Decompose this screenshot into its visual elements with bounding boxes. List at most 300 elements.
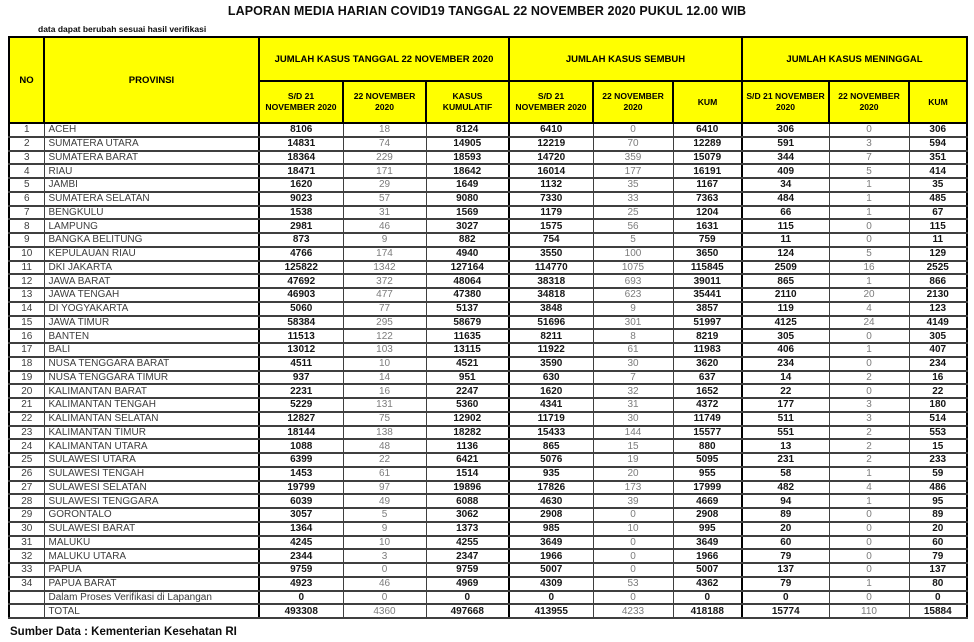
value-cell: 137 bbox=[909, 563, 967, 577]
table-body bbox=[9, 123, 967, 618]
value-cell: 995 bbox=[673, 522, 742, 536]
value-cell: 3848 bbox=[509, 302, 593, 316]
province-name: BALI bbox=[44, 343, 259, 357]
row-number: 20 bbox=[9, 384, 44, 398]
table-row bbox=[9, 178, 967, 192]
value-cell: 2110 bbox=[742, 288, 829, 302]
province-name: SULAWESI SELATAN bbox=[44, 481, 259, 495]
table-row bbox=[9, 274, 967, 288]
row-number: 18 bbox=[9, 357, 44, 371]
value-cell: 115 bbox=[909, 219, 967, 233]
row-number bbox=[9, 604, 44, 618]
row-number: 14 bbox=[9, 302, 44, 316]
value-cell: 57 bbox=[343, 192, 426, 206]
value-cell: 0 bbox=[829, 233, 909, 247]
value-cell: 1620 bbox=[509, 384, 593, 398]
value-cell: 144 bbox=[593, 426, 673, 440]
value-cell: 15433 bbox=[509, 426, 593, 440]
province-name: JAMBI bbox=[44, 178, 259, 192]
value-cell: 131 bbox=[343, 398, 426, 412]
value-cell: 5229 bbox=[259, 398, 343, 412]
value-cell: 7363 bbox=[673, 192, 742, 206]
value-cell: 305 bbox=[742, 329, 829, 343]
value-cell: 4362 bbox=[673, 577, 742, 591]
value-cell: 12289 bbox=[673, 137, 742, 151]
value-cell: 46903 bbox=[259, 288, 343, 302]
value-cell: 13 bbox=[742, 439, 829, 453]
value-cell: 4511 bbox=[259, 357, 343, 371]
value-cell: 8124 bbox=[426, 123, 509, 137]
value-cell: 95 bbox=[909, 494, 967, 508]
value-cell: 0 bbox=[742, 591, 829, 605]
value-cell: 955 bbox=[673, 467, 742, 481]
verification-disclaimer: data dapat berubah sesuai hasil verifikasi bbox=[38, 24, 207, 34]
value-cell: 359 bbox=[593, 151, 673, 165]
value-cell: 7330 bbox=[509, 192, 593, 206]
value-cell: 1179 bbox=[509, 206, 593, 220]
value-cell: 174 bbox=[343, 247, 426, 261]
table-row bbox=[9, 288, 967, 302]
value-cell: 2 bbox=[829, 453, 909, 467]
value-cell: 1538 bbox=[259, 206, 343, 220]
province-name: Dalam Proses Verifikasi di Lapangan bbox=[44, 591, 259, 605]
row-number: 19 bbox=[9, 371, 44, 385]
value-cell: 306 bbox=[742, 123, 829, 137]
table-row bbox=[9, 508, 967, 522]
value-cell: 16191 bbox=[673, 164, 742, 178]
value-cell: 0 bbox=[829, 219, 909, 233]
value-cell: 4940 bbox=[426, 247, 509, 261]
value-cell: 229 bbox=[343, 151, 426, 165]
value-cell: 22 bbox=[742, 384, 829, 398]
value-cell: 59 bbox=[909, 467, 967, 481]
value-cell: 482 bbox=[742, 481, 829, 495]
row-number: 27 bbox=[9, 481, 44, 495]
value-cell: 4 bbox=[829, 481, 909, 495]
value-cell: 5007 bbox=[509, 563, 593, 577]
value-cell: 4766 bbox=[259, 247, 343, 261]
value-cell: 344 bbox=[742, 151, 829, 165]
value-cell: 231 bbox=[742, 453, 829, 467]
value-cell: 0 bbox=[593, 536, 673, 550]
value-cell: 100 bbox=[593, 247, 673, 261]
value-cell: 6088 bbox=[426, 494, 509, 508]
value-cell: 11719 bbox=[509, 412, 593, 426]
row-number: 28 bbox=[9, 494, 44, 508]
covid-report-table bbox=[8, 36, 968, 619]
value-cell: 16014 bbox=[509, 164, 593, 178]
province-name: NUSA TENGGARA TIMUR bbox=[44, 371, 259, 385]
value-cell: 11 bbox=[909, 233, 967, 247]
value-cell: 3590 bbox=[509, 357, 593, 371]
value-cell: 18642 bbox=[426, 164, 509, 178]
province-name: PAPUA bbox=[44, 563, 259, 577]
value-cell: 13012 bbox=[259, 343, 343, 357]
value-cell: 1966 bbox=[509, 549, 593, 563]
value-cell: 0 bbox=[829, 508, 909, 522]
value-cell: 123 bbox=[909, 302, 967, 316]
province-name: KALIMANTAN TIMUR bbox=[44, 426, 259, 440]
value-cell: 18282 bbox=[426, 426, 509, 440]
value-cell: 1514 bbox=[426, 467, 509, 481]
value-cell: 11635 bbox=[426, 329, 509, 343]
value-cell: 18 bbox=[343, 123, 426, 137]
value-cell: 25 bbox=[593, 206, 673, 220]
value-cell: 935 bbox=[509, 467, 593, 481]
province-name: KALIMANTAN UTARA bbox=[44, 439, 259, 453]
value-cell: 4360 bbox=[343, 604, 426, 618]
value-cell: 9 bbox=[343, 522, 426, 536]
row-number: 32 bbox=[9, 549, 44, 563]
value-cell: 47380 bbox=[426, 288, 509, 302]
table-row bbox=[9, 522, 967, 536]
value-cell: 124 bbox=[742, 247, 829, 261]
value-cell: 4669 bbox=[673, 494, 742, 508]
value-cell: 1631 bbox=[673, 219, 742, 233]
value-cell: 138 bbox=[343, 426, 426, 440]
value-cell: 414 bbox=[909, 164, 967, 178]
value-cell: 14905 bbox=[426, 137, 509, 151]
value-cell: 3649 bbox=[509, 536, 593, 550]
value-cell: 79 bbox=[909, 549, 967, 563]
value-cell: 60 bbox=[742, 536, 829, 550]
value-cell: 77 bbox=[343, 302, 426, 316]
value-cell: 1167 bbox=[673, 178, 742, 192]
table-row bbox=[9, 192, 967, 206]
value-cell: 10 bbox=[593, 522, 673, 536]
value-cell: 5 bbox=[593, 233, 673, 247]
value-cell: 11 bbox=[742, 233, 829, 247]
province-name: KALIMANTAN SELATAN bbox=[44, 412, 259, 426]
value-cell: 80 bbox=[909, 577, 967, 591]
value-cell: 8106 bbox=[259, 123, 343, 137]
value-cell: 372 bbox=[343, 274, 426, 288]
table-row bbox=[9, 439, 967, 453]
table-row bbox=[9, 563, 967, 577]
value-cell: 5076 bbox=[509, 453, 593, 467]
col-header-no: NO bbox=[9, 37, 44, 123]
value-cell: 551 bbox=[742, 426, 829, 440]
value-cell: 2 bbox=[829, 439, 909, 453]
value-cell: 14 bbox=[343, 371, 426, 385]
row-number: 11 bbox=[9, 261, 44, 275]
table-row bbox=[9, 591, 967, 605]
sub-header-meninggal-kum: KUM bbox=[909, 81, 967, 123]
value-cell: 14 bbox=[742, 371, 829, 385]
value-cell: 1 bbox=[829, 192, 909, 206]
value-cell: 1364 bbox=[259, 522, 343, 536]
value-cell: 75 bbox=[343, 412, 426, 426]
value-cell: 114770 bbox=[509, 261, 593, 275]
value-cell: 0 bbox=[909, 591, 967, 605]
value-cell: 4923 bbox=[259, 577, 343, 591]
table-row bbox=[9, 329, 967, 343]
value-cell: 13115 bbox=[426, 343, 509, 357]
row-number: 5 bbox=[9, 178, 44, 192]
value-cell: 1204 bbox=[673, 206, 742, 220]
province-name: SULAWESI BARAT bbox=[44, 522, 259, 536]
value-cell: 951 bbox=[426, 371, 509, 385]
value-cell: 46 bbox=[343, 219, 426, 233]
value-cell: 1 bbox=[829, 467, 909, 481]
value-cell: 693 bbox=[593, 274, 673, 288]
value-cell: 0 bbox=[593, 508, 673, 522]
value-cell: 0 bbox=[593, 123, 673, 137]
value-cell: 1569 bbox=[426, 206, 509, 220]
province-name: JAWA BARAT bbox=[44, 274, 259, 288]
table-row bbox=[9, 219, 967, 233]
value-cell: 22 bbox=[343, 453, 426, 467]
value-cell: 2347 bbox=[426, 549, 509, 563]
value-cell: 18471 bbox=[259, 164, 343, 178]
value-cell: 2 bbox=[829, 371, 909, 385]
value-cell: 3650 bbox=[673, 247, 742, 261]
value-cell: 10 bbox=[343, 357, 426, 371]
province-name: MALUKU UTARA bbox=[44, 549, 259, 563]
value-cell: 553 bbox=[909, 426, 967, 440]
row-number: 6 bbox=[9, 192, 44, 206]
value-cell: 4341 bbox=[509, 398, 593, 412]
value-cell: 61 bbox=[593, 343, 673, 357]
value-cell: 486 bbox=[909, 481, 967, 495]
value-cell: 865 bbox=[742, 274, 829, 288]
value-cell: 4630 bbox=[509, 494, 593, 508]
value-cell: 29 bbox=[343, 178, 426, 192]
value-cell: 53 bbox=[593, 577, 673, 591]
row-number: 10 bbox=[9, 247, 44, 261]
value-cell: 882 bbox=[426, 233, 509, 247]
value-cell: 866 bbox=[909, 274, 967, 288]
value-cell: 2344 bbox=[259, 549, 343, 563]
value-cell: 20 bbox=[829, 288, 909, 302]
value-cell: 3857 bbox=[673, 302, 742, 316]
value-cell: 2130 bbox=[909, 288, 967, 302]
value-cell: 58679 bbox=[426, 316, 509, 330]
value-cell: 295 bbox=[343, 316, 426, 330]
value-cell: 20 bbox=[742, 522, 829, 536]
table-row bbox=[9, 412, 967, 426]
group-header-kasus: JUMLAH KASUS TANGGAL 22 NOVEMBER 2020 bbox=[259, 37, 509, 81]
value-cell: 19896 bbox=[426, 481, 509, 495]
value-cell: 0 bbox=[829, 123, 909, 137]
value-cell: 880 bbox=[673, 439, 742, 453]
row-number: 17 bbox=[9, 343, 44, 357]
value-cell: 0 bbox=[829, 329, 909, 343]
province-name: SUMATERA BARAT bbox=[44, 151, 259, 165]
value-cell: 39011 bbox=[673, 274, 742, 288]
value-cell: 0 bbox=[343, 563, 426, 577]
value-cell: 17999 bbox=[673, 481, 742, 495]
value-cell: 171 bbox=[343, 164, 426, 178]
value-cell: 11983 bbox=[673, 343, 742, 357]
value-cell: 18593 bbox=[426, 151, 509, 165]
province-name: SUMATERA UTARA bbox=[44, 137, 259, 151]
table-row bbox=[9, 467, 967, 481]
value-cell: 6399 bbox=[259, 453, 343, 467]
value-cell: 7 bbox=[829, 151, 909, 165]
value-cell: 35441 bbox=[673, 288, 742, 302]
value-cell: 3649 bbox=[673, 536, 742, 550]
value-cell: 9 bbox=[593, 302, 673, 316]
value-cell: 180 bbox=[909, 398, 967, 412]
value-cell: 637 bbox=[673, 371, 742, 385]
value-cell: 4255 bbox=[426, 536, 509, 550]
value-cell: 413955 bbox=[509, 604, 593, 618]
value-cell: 15 bbox=[909, 439, 967, 453]
value-cell: 173 bbox=[593, 481, 673, 495]
value-cell: 6410 bbox=[509, 123, 593, 137]
row-number: 8 bbox=[9, 219, 44, 233]
value-cell: 3057 bbox=[259, 508, 343, 522]
value-cell: 61 bbox=[343, 467, 426, 481]
value-cell: 103 bbox=[343, 343, 426, 357]
province-name: PAPUA BARAT bbox=[44, 577, 259, 591]
row-number: 7 bbox=[9, 206, 44, 220]
value-cell: 497668 bbox=[426, 604, 509, 618]
table-row bbox=[9, 481, 967, 495]
table-row bbox=[9, 604, 967, 618]
province-name: BANTEN bbox=[44, 329, 259, 343]
value-cell: 0 bbox=[829, 591, 909, 605]
row-number: 29 bbox=[9, 508, 44, 522]
table-row bbox=[9, 343, 967, 357]
province-name: JAWA TIMUR bbox=[44, 316, 259, 330]
table-row bbox=[9, 206, 967, 220]
value-cell: 38318 bbox=[509, 274, 593, 288]
value-cell: 2509 bbox=[742, 261, 829, 275]
province-name: ACEH bbox=[44, 123, 259, 137]
row-number: 31 bbox=[9, 536, 44, 550]
value-cell: 14720 bbox=[509, 151, 593, 165]
value-cell: 66 bbox=[742, 206, 829, 220]
value-cell: 51997 bbox=[673, 316, 742, 330]
value-cell: 591 bbox=[742, 137, 829, 151]
table-row bbox=[9, 577, 967, 591]
row-number: 16 bbox=[9, 329, 44, 343]
table-row bbox=[9, 426, 967, 440]
value-cell: 5007 bbox=[673, 563, 742, 577]
sub-header-kasus-sd21: S/D 21 NOVEMBER 2020 bbox=[259, 81, 343, 123]
value-cell: 5360 bbox=[426, 398, 509, 412]
row-number: 26 bbox=[9, 467, 44, 481]
value-cell: 58 bbox=[742, 467, 829, 481]
value-cell: 11922 bbox=[509, 343, 593, 357]
value-cell: 1132 bbox=[509, 178, 593, 192]
value-cell: 15884 bbox=[909, 604, 967, 618]
value-cell: 12219 bbox=[509, 137, 593, 151]
table-row bbox=[9, 247, 967, 261]
value-cell: 60 bbox=[909, 536, 967, 550]
value-cell: 0 bbox=[593, 591, 673, 605]
row-number: 2 bbox=[9, 137, 44, 151]
value-cell: 9080 bbox=[426, 192, 509, 206]
value-cell: 47692 bbox=[259, 274, 343, 288]
value-cell: 89 bbox=[909, 508, 967, 522]
value-cell: 1 bbox=[829, 494, 909, 508]
value-cell: 1088 bbox=[259, 439, 343, 453]
value-cell: 79 bbox=[742, 549, 829, 563]
value-cell: 22 bbox=[909, 384, 967, 398]
value-cell: 1652 bbox=[673, 384, 742, 398]
value-cell: 305 bbox=[909, 329, 967, 343]
value-cell: 16 bbox=[909, 371, 967, 385]
table-row bbox=[9, 261, 967, 275]
value-cell: 0 bbox=[829, 522, 909, 536]
value-cell: 31 bbox=[593, 398, 673, 412]
value-cell: 5137 bbox=[426, 302, 509, 316]
value-cell: 10 bbox=[343, 536, 426, 550]
row-number: 34 bbox=[9, 577, 44, 591]
value-cell: 493308 bbox=[259, 604, 343, 618]
value-cell: 33 bbox=[593, 192, 673, 206]
row-number bbox=[9, 591, 44, 605]
value-cell: 3062 bbox=[426, 508, 509, 522]
province-name: GORONTALO bbox=[44, 508, 259, 522]
row-number: 23 bbox=[9, 426, 44, 440]
value-cell: 30 bbox=[593, 357, 673, 371]
value-cell: 35 bbox=[909, 178, 967, 192]
value-cell: 48064 bbox=[426, 274, 509, 288]
value-cell: 35 bbox=[593, 178, 673, 192]
row-number: 3 bbox=[9, 151, 44, 165]
table-row bbox=[9, 357, 967, 371]
value-cell: 1649 bbox=[426, 178, 509, 192]
value-cell: 7 bbox=[593, 371, 673, 385]
value-cell: 34 bbox=[742, 178, 829, 192]
value-cell: 1 bbox=[829, 206, 909, 220]
value-cell: 9 bbox=[343, 233, 426, 247]
province-name: TOTAL bbox=[44, 604, 259, 618]
value-cell: 20 bbox=[909, 522, 967, 536]
value-cell: 985 bbox=[509, 522, 593, 536]
province-name: MALUKU bbox=[44, 536, 259, 550]
value-cell: 873 bbox=[259, 233, 343, 247]
value-cell: 407 bbox=[909, 343, 967, 357]
value-cell: 234 bbox=[742, 357, 829, 371]
value-cell: 4125 bbox=[742, 316, 829, 330]
value-cell: 97 bbox=[343, 481, 426, 495]
value-cell: 485 bbox=[909, 192, 967, 206]
value-cell: 58384 bbox=[259, 316, 343, 330]
col-header-provinsi: PROVINSI bbox=[44, 37, 259, 123]
table-header bbox=[9, 37, 967, 123]
value-cell: 24 bbox=[829, 316, 909, 330]
value-cell: 12902 bbox=[426, 412, 509, 426]
value-cell: 1 bbox=[829, 274, 909, 288]
value-cell: 8219 bbox=[673, 329, 742, 343]
report-title: LAPORAN MEDIA HARIAN COVID19 TANGGAL 22 NOVEMBER 2020 PUKUL 12.00 WIB bbox=[227, 4, 747, 18]
value-cell: 1075 bbox=[593, 261, 673, 275]
table-row bbox=[9, 233, 967, 247]
value-cell: 306 bbox=[909, 123, 967, 137]
value-cell: 2247 bbox=[426, 384, 509, 398]
value-cell: 5060 bbox=[259, 302, 343, 316]
value-cell: 409 bbox=[742, 164, 829, 178]
table-row bbox=[9, 549, 967, 563]
table-row bbox=[9, 398, 967, 412]
group-header-sembuh: JUMLAH KASUS SEMBUH bbox=[509, 37, 742, 81]
sub-header-meninggal-sd21: S/D 21 NOVEMBER 2020 bbox=[742, 81, 829, 123]
sub-header-kasus-22nov: 22 NOVEMBER 2020 bbox=[343, 81, 426, 123]
value-cell: 4233 bbox=[593, 604, 673, 618]
value-cell: 4149 bbox=[909, 316, 967, 330]
sub-header-sembuh-kum: KUM bbox=[673, 81, 742, 123]
value-cell: 31 bbox=[343, 206, 426, 220]
value-cell: 511 bbox=[742, 412, 829, 426]
value-cell: 32 bbox=[593, 384, 673, 398]
value-cell: 125822 bbox=[259, 261, 343, 275]
value-cell: 1 bbox=[829, 343, 909, 357]
